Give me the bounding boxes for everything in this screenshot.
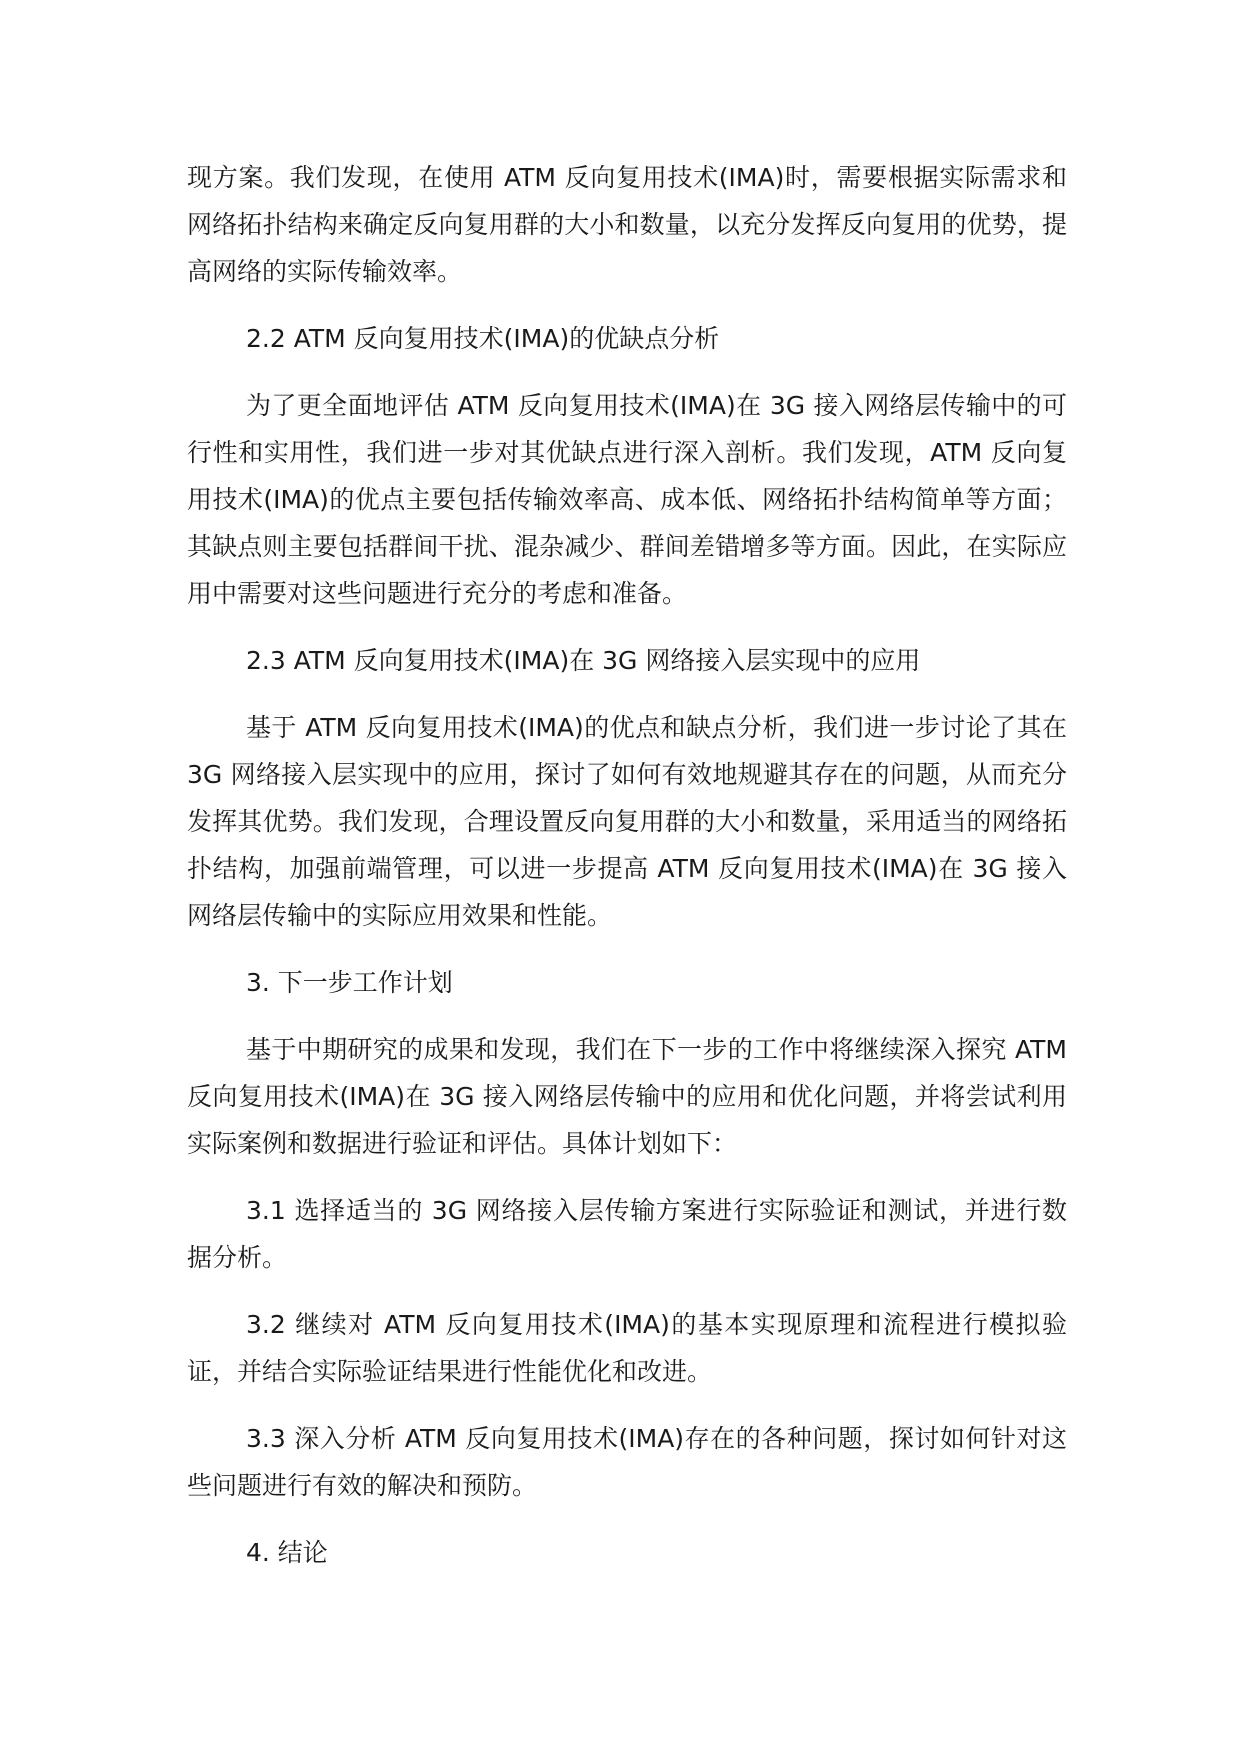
section-heading-4: 4. 结论 <box>246 1538 328 1567</box>
body-paragraph: 现方案。我们发现，在使用 ATM 反向复用技术(IMA)时，需要根据实际需求和网络拓扑结构来确定反向复用群的大小和数量，以充分发挥反向复用的优势，提高网络的实际传输效率。 <box>187 163 1067 286</box>
section-heading-2-3: 2.3 ATM 反向复用技术(IMA)在 3G 网络接入层实现中的应用 <box>246 646 921 675</box>
body-paragraph: 基于 ATM 反向复用技术(IMA)的优点和缺点分析，我们进一步讨论了其在 3G 网络接入层实现中的应用，探讨了如何有效地规避其存在的问题，从而充分发挥其优势。我们发现，合理设置反向复用群的大小和数量，采用适当的网络拓扑结构，加强前端管理，可以进一步提高 ATM 反向复用技术(IMA)在 3G 接入网络层传输中的实际应用效果和性能。 <box>187 713 1067 930</box>
document-page <box>187 154 1067 1596</box>
section-heading-3: 3. 下一步工作计划 <box>246 968 453 997</box>
plan-item-3-3: 3.3 深入分析 ATM 反向复用技术(IMA)存在的各种问题，探讨如何针对这些问题进行有效的解决和预防。 <box>187 1424 1067 1500</box>
plan-item-3-1: 3.1 选择适当的 3G 网络接入层传输方案进行实际验证和测试，并进行数据分析。 <box>187 1196 1067 1272</box>
body-paragraph: 基于中期研究的成果和发现，我们在下一步的工作中将继续深入探究 ATM 反向复用技术(IMA)在 3G 接入网络层传输中的应用和优化问题，并将尝试利用实际案例和数据进行验证和评估。具体计划如下： <box>187 1035 1067 1158</box>
plan-item-3-2: 3.2 继续对 ATM 反向复用技术(IMA)的基本实现原理和流程进行模拟验证，并结合实际验证结果进行性能优化和改进。 <box>187 1310 1067 1386</box>
body-paragraph: 为了更全面地评估 ATM 反向复用技术(IMA)在 3G 接入网络层传输中的可行性和实用性，我们进一步对其优缺点进行深入剖析。我们发现，ATM 反向复用技术(IMA)的优点主要包括传输效率高、成本低、网络拓扑结构简单等方面；其缺点则主要包括群间干扰、混杂减少、群间差错增多等方面。因此，在实际应用中需要对这些问题进行充分的考虑和准备。 <box>187 391 1067 608</box>
section-heading-2-2: 2.2 ATM 反向复用技术(IMA)的优缺点分析 <box>246 324 720 353</box>
